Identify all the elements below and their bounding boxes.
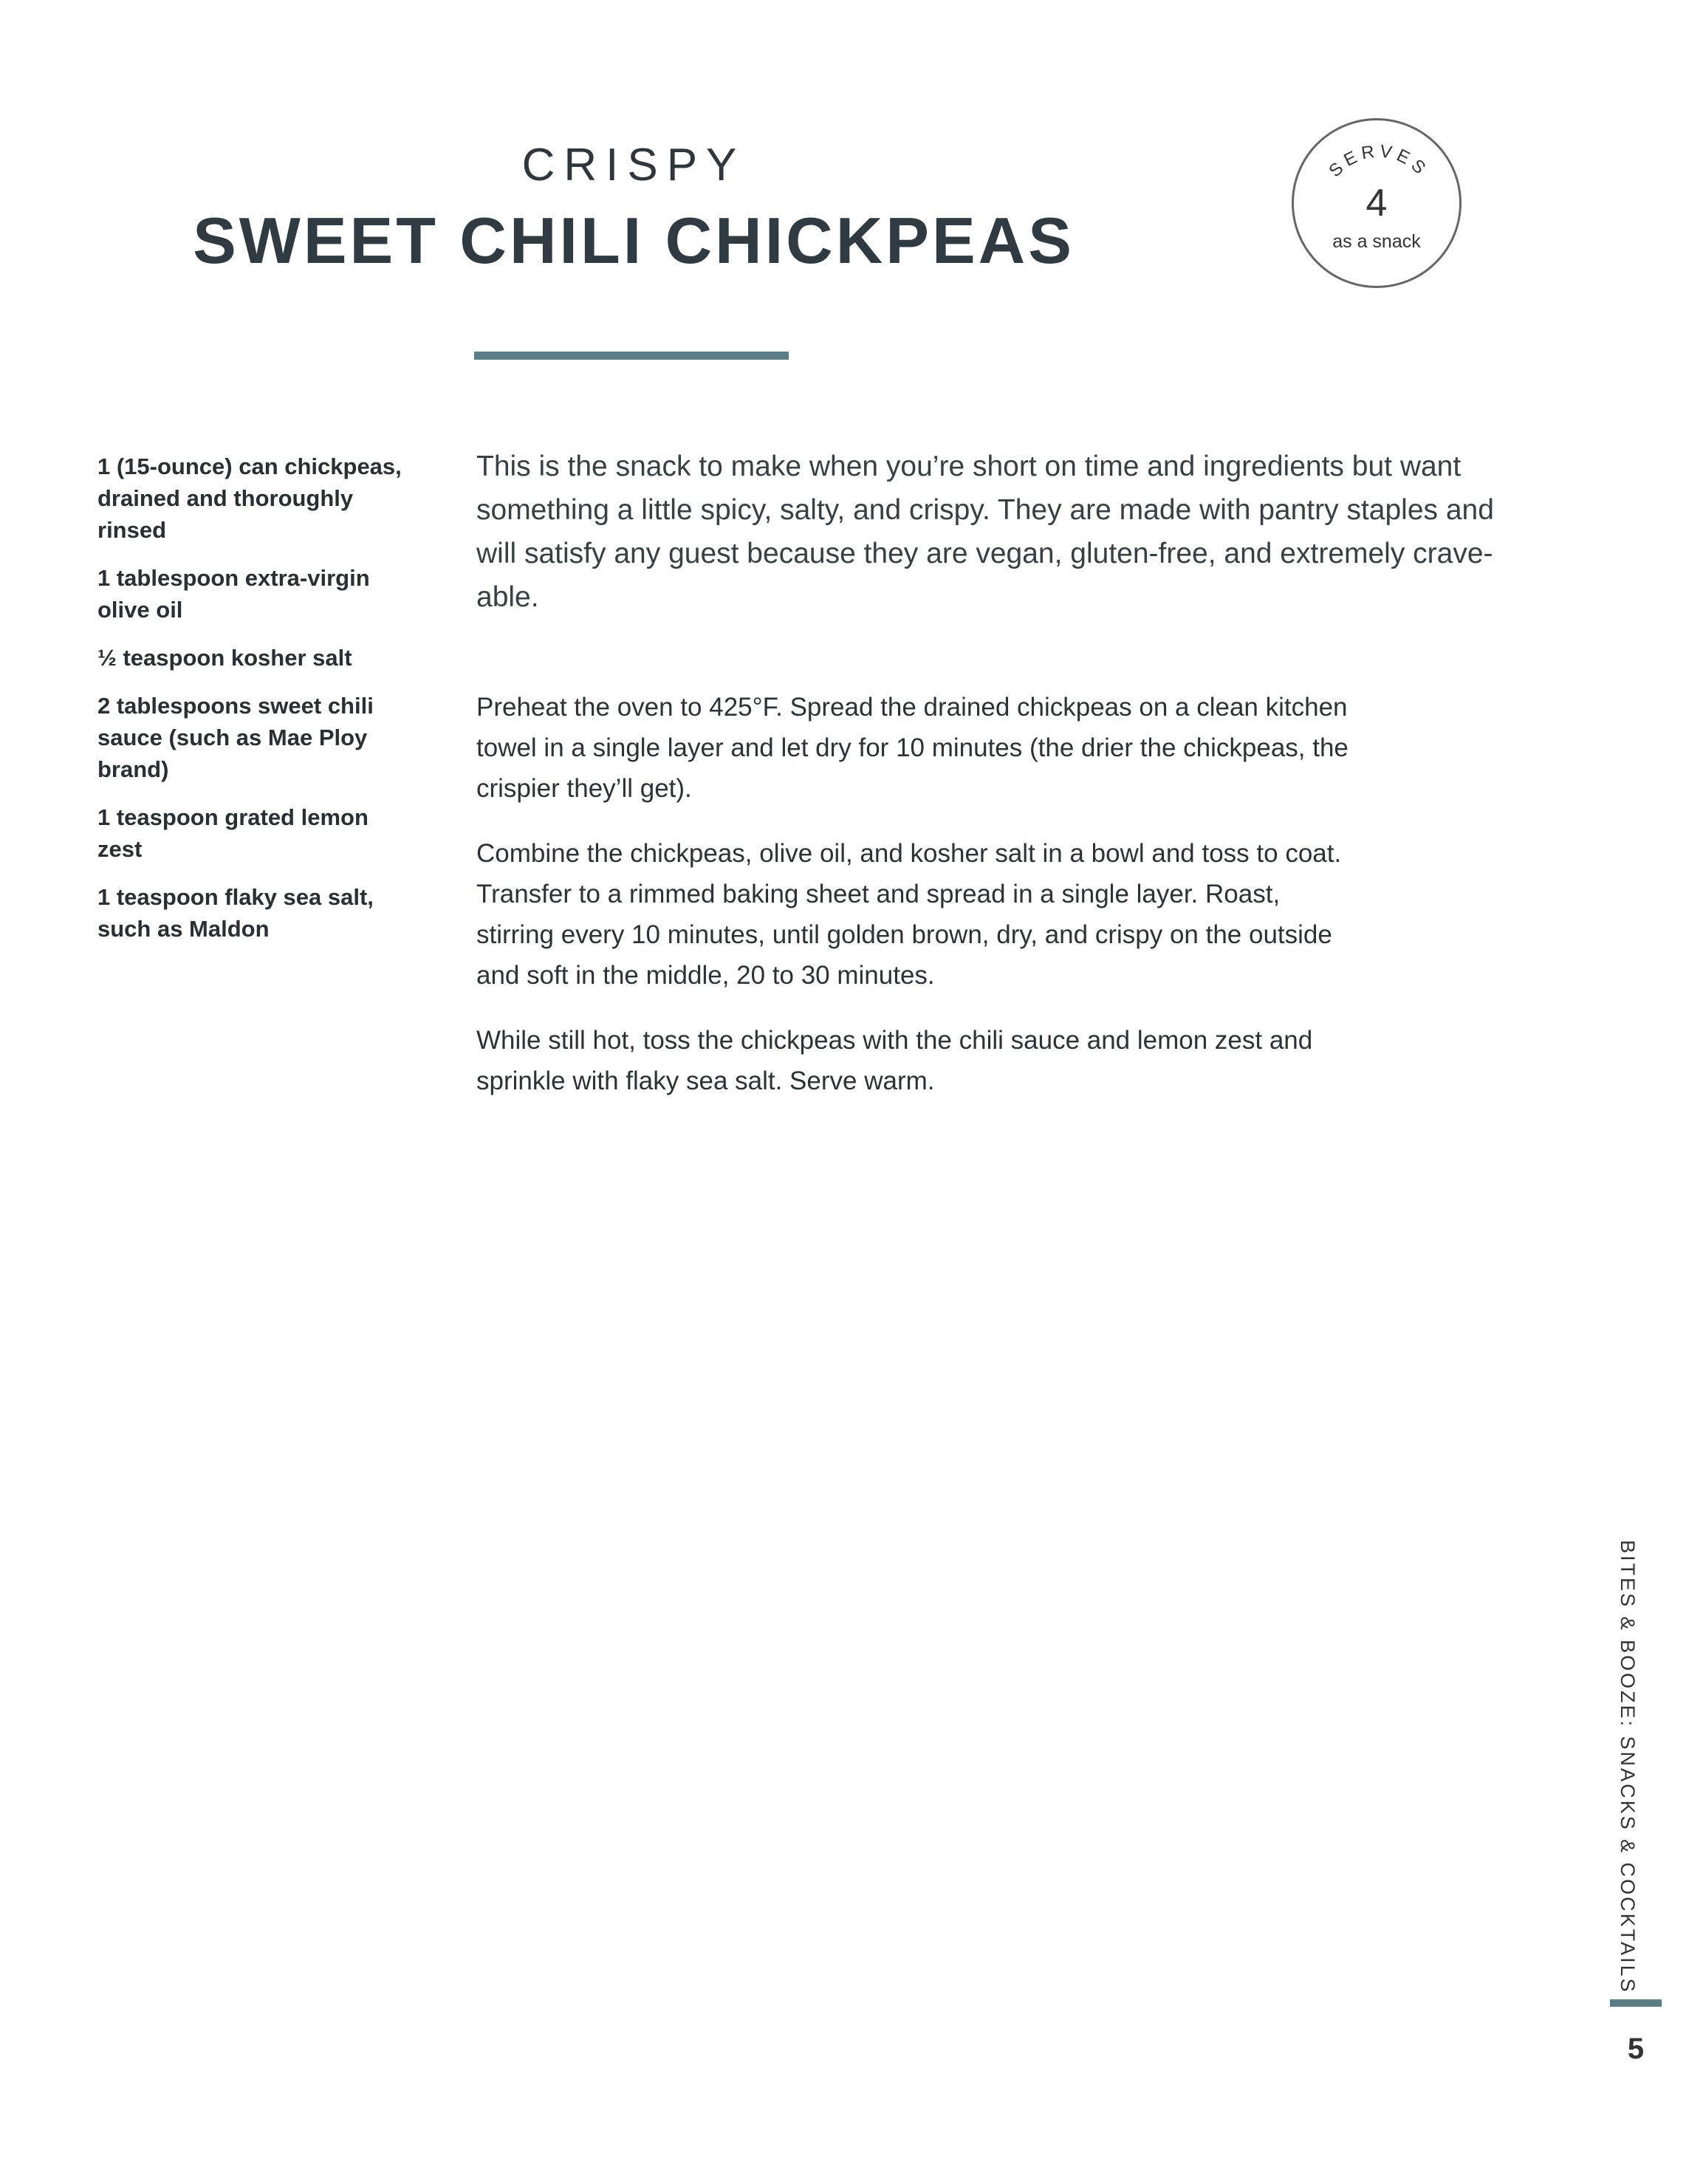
serves-count: 4 xyxy=(1366,182,1388,225)
serves-note: as a snack xyxy=(1332,231,1421,252)
recipe-intro: This is the snack to make when you’re short on time and ingredients but want something a little spicy, salty, and crispy. They are made with pantry staples and will satisfy any guest because they are vegan, gluten-free, and extremely crave-able. xyxy=(476,451,1494,613)
svg-text:SERVES xyxy=(1325,141,1432,181)
page-number-divider xyxy=(1610,1999,1662,2007)
ingredient-list xyxy=(97,451,408,961)
method-step: Preheat the oven to 425°F. Spread the drained chickpeas on a clean kitchen towel in a single layer and let dry for 10 minutes (the drier the chickpeas, the crispier they’ll get). xyxy=(476,693,1349,803)
method-step: Combine the chickpeas, olive oil, and kosher salt in a bowl and toss to coat. Transfer to a rimmed baking sheet and spread in a single layer. Roast, stirring every 10 minutes, until golden brown, dry, and crispy on the outside and soft in the middle, 20 to 30 minutes. xyxy=(476,839,1342,990)
title-divider xyxy=(474,352,789,360)
ingredient-item: 1 teaspoon flaky sea salt, such as Maldon xyxy=(97,884,374,942)
ingredient-item: ½ teaspoon kosher salt xyxy=(97,645,352,671)
recipe-kicker: CRISPY xyxy=(521,140,746,191)
ingredient-item: 1 (15-ounce) can chickpeas, drained and thoroughly rinsed xyxy=(97,453,402,543)
method-steps xyxy=(476,687,1363,1126)
ingredient-item: 1 teaspoon grated lemon zest xyxy=(97,804,369,862)
section-running-head: BITES & BOOZE: SNACKS & COCKTAILS xyxy=(1617,1540,1639,1994)
page-number: 5 xyxy=(1627,2033,1645,2065)
ingredient-item: 1 tablespoon extra-virgin olive oil xyxy=(97,565,370,623)
ingredient-item: 2 tablespoons sweet chili sauce (such as Mae Ploy brand) xyxy=(97,693,374,782)
serves-badge xyxy=(1292,118,1462,288)
recipe-title: SWEET CHILI CHICKPEAS xyxy=(193,204,1075,277)
method-step: While still hot, toss the chickpeas with the chili sauce and lemon zest and sprinkle with flaky sea salt. Serve warm. xyxy=(476,1026,1313,1095)
serves-label: SERVES xyxy=(1325,141,1433,182)
